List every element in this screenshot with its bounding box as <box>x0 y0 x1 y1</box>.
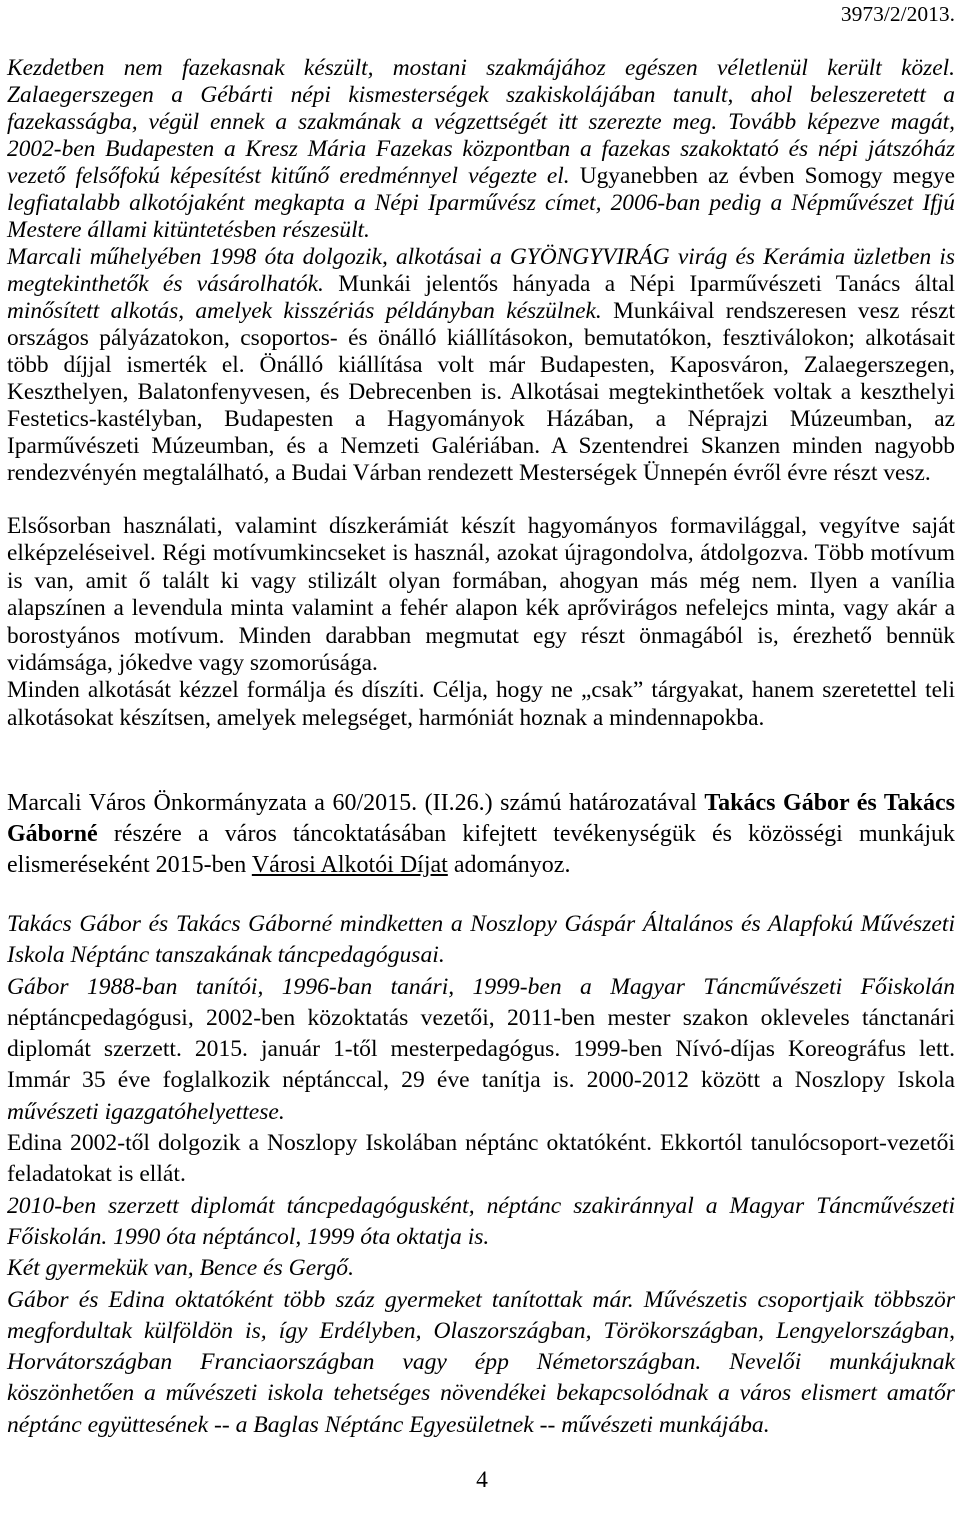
text-segment: Immár 35 éve foglalkozik néptánccal, 29 éve tanítja is. 2000-2012 között a Noszlopy Iskola <box>7 1067 955 1094</box>
text-line <box>7 909 955 940</box>
text-segment: Mestere állami kitüntetésben részesült. <box>7 217 370 243</box>
text-segment: több díjjal ismerték el. Önálló kiállítása volt már Budapesten, Kaposváron, Zalaegerszegen, <box>7 352 955 378</box>
text-segment: Gábor 1988-ban tanítói, 1996-ban tanári, 1999-ben a Magyar Táncművészeti Főiskolán <box>7 973 955 1000</box>
text-segment: Zalaegerszegen a Gébárti népi kismesterségek szakiskolájában tanult, ahol beleszeretett a <box>7 82 955 108</box>
award-decision <box>7 788 955 881</box>
text-segment: Gábor és Edina oktatóként több száz gyermeket tanítottak már. Művészetis csoportjaik többször <box>7 1286 955 1313</box>
page-number: 4 <box>476 1467 488 1493</box>
text-line <box>7 1222 955 1253</box>
text-line <box>7 406 955 433</box>
award-title: Városi Alkotói Díjat <box>251 852 448 878</box>
text-segment: Festetics-kastélyban, Budapesten a Hagyományok Házában, a Néprajzi Múzeumban, az <box>7 406 955 432</box>
text-line <box>7 568 955 595</box>
text-segment: 2010-ben szerzett diplomát táncpedagógusként, néptánc szakiránnyal a Magyar Táncművészeti <box>7 1192 955 1219</box>
text-segment: adományoz. <box>453 852 571 878</box>
text-segment: Takács Gábor és Takács Gáborné mindketten a Noszlopy Gáspár Általános és Alapfokú Művészeti <box>7 911 955 937</box>
text-segment: Keszthelyen, Balatonfenyvesen, és Debrecenben is. Alkotásai megtekinthetőek voltak a keszthelyi <box>7 379 955 405</box>
text-line <box>7 1003 955 1034</box>
text-line <box>7 136 955 163</box>
text-line <box>7 623 955 650</box>
text-line <box>7 1316 955 1347</box>
potter-biography <box>7 55 955 487</box>
text-line <box>7 298 955 325</box>
text-segment: Minden alkotását kézzel formálja és díszíti. Célja, hogy ne „csak” tárgyakat, hanem szeretettel teli <box>7 677 955 704</box>
text-segment: 2002-ben Budapesten a Kresz Mária Fazekas központban a fazekas szakoktató és népi játszóház <box>7 136 955 162</box>
text-segment: Marcali műhelyében 1998 óta dolgozik, alkotásai a GYÖNGYVIRÁG virág és Kerámia üzletben is <box>7 244 955 270</box>
text-line <box>7 1034 955 1065</box>
text-segment: Főiskolán. 1990 óta néptáncol, 1999 óta oktatja is. <box>7 1223 490 1250</box>
text-segment: Marcali Város Önkormányzata a 60/2015. (II.26.) számú határozatával <box>7 790 697 816</box>
text-line <box>7 82 955 109</box>
work-description <box>7 513 955 732</box>
text-segment: alkotásokat készítsen, amelyek melegséget, harmóniát hoznak a mindennapokba. <box>7 704 765 731</box>
text-line <box>7 163 955 190</box>
text-segment: megtekinthetők és vásárolhatók. <box>7 271 324 297</box>
text-segment: Két gyermekük van, Bence és Gergő. <box>7 1255 354 1282</box>
text-segment: országos pályázatokon, csoportos- és önálló kiállításokon, bemutatókon, fesztiválokon; alkotásait <box>7 325 955 351</box>
document-number: 3973/2/2013. <box>840 2 955 26</box>
text-segment: részére a város táncoktatásában kifejtett tevékenységük és közösségi munkájuk <box>113 821 956 847</box>
text-line <box>7 972 955 1003</box>
text-segment: Ugyanebben az évben Somogy megye <box>579 163 955 189</box>
text-line <box>7 1097 955 1128</box>
text-segment: legfiatalabb alkotójaként megkapta a Népi Iparművész címet, 2006-ban pedig a Népművészet Ifjú <box>7 190 955 216</box>
text-line <box>7 1159 955 1190</box>
text-line <box>7 850 955 881</box>
text-line <box>7 217 955 244</box>
text-line <box>7 1065 955 1096</box>
awardee-names: Takács Gábor és Takács <box>704 790 955 816</box>
text-segment: Munkáival rendszeresen vesz részt <box>613 298 955 324</box>
text-line <box>7 1285 955 1316</box>
text-segment: Horvátországban Franciaországban vagy épp Németországban. Nevelői munkájuknak <box>7 1349 955 1376</box>
text-line <box>7 513 955 540</box>
text-segment: vidámsága, jókedve vagy szomorúsága. <box>7 649 378 676</box>
text-segment: néptánc együttesének -- a Baglas Néptánc Egyesületnek -- művészeti munkájába. <box>7 1411 770 1438</box>
dancers-biography <box>7 909 955 1441</box>
text-line <box>7 244 955 271</box>
text-line <box>7 788 955 819</box>
text-line <box>7 1347 955 1378</box>
text-segment: rendezvényén megtalálható, a Budai Várban rendezett Mesterségek Ünnepén évről évre részt vesz. <box>7 460 931 486</box>
text-line <box>7 705 955 732</box>
text-line <box>7 325 955 352</box>
text-line <box>7 460 955 487</box>
text-line <box>7 109 955 136</box>
text-segment: borostyános motívum. Minden darabban megmutat egy részt önmagából is, érezhető bennük <box>7 622 955 649</box>
text-line <box>7 1378 955 1409</box>
text-line <box>7 55 955 82</box>
text-segment: néptáncpedagógusi, 2002-ben közoktatás vezetői, 2011-ben mester szakon okleveles tánctanári <box>7 1004 955 1031</box>
text-line <box>7 352 955 379</box>
text-segment: Iparművészeti Múzeumban, és a Nemzeti Galériában. A Szentendrei Skanzen minden nagyobb <box>7 433 955 459</box>
text-line <box>7 595 955 622</box>
text-line <box>7 940 955 971</box>
text-line <box>7 819 955 850</box>
text-line <box>7 379 955 406</box>
text-segment: megfordultak külföldön is, így Erdélyben, Olaszországban, Törökországban, Lengyelországban, <box>7 1317 955 1344</box>
text-segment: is van, amit ő talált ki vagy stilizált olyan formában, ahogyan más még nem. Ilyen a vanília <box>7 567 955 594</box>
text-line <box>7 677 955 704</box>
text-segment: elismeréseként 2015-ben <box>7 852 247 878</box>
awardee-names: Gáborné <box>7 821 98 847</box>
text-line <box>7 1410 955 1441</box>
text-segment: Elsősorban használati, valamint díszkerámiát készít hagyományos formavilággal, vegyítve saját <box>7 513 955 539</box>
text-line <box>7 433 955 460</box>
text-line <box>7 650 955 677</box>
text-segment: alapszínen a levendula minta valamint a fehér alapon kék aprővirágos nefelejcs minta, vagy akár a <box>7 595 955 622</box>
text-segment: elképzeléseivel. Régi motívumkincseket is használ, azokat újragondolva, átdolgozva. Több motívum <box>7 540 955 567</box>
text-segment: művészeti igazgatóhelyettese. <box>7 1098 285 1125</box>
text-segment: fazekasságba, végül ennek a szakmának a végzettségét itt szerezte meg. Tovább képezve magát, <box>7 109 955 135</box>
text-segment: Kezdetben nem fazekasnak készült, mostani szakmájához egészen véletlenül került közel. <box>7 55 955 81</box>
text-line <box>7 1191 955 1222</box>
text-segment: vezető felsőfokú képesítést kitűnő eredménnyel végezte el. <box>7 163 570 189</box>
text-segment: minősített alkotás, amelyek kisszériás példányban készülnek. <box>7 298 602 324</box>
text-line <box>7 540 955 567</box>
text-segment: köszönhetően a művészeti iskola tehetséges növendékei bekapcsolódnak a város elismert amatőr <box>7 1380 955 1407</box>
text-segment: Munkái jelentős hányada a Népi Iparművészeti Tanács által <box>338 271 955 297</box>
text-segment: Iskola Néptánc tanszakának táncpedagógusai. <box>7 942 445 969</box>
text-line <box>7 190 955 217</box>
text-segment: diplomát szerzett. 2015. január 1-től mesterpedagógus. 1999-ben Nívó-díjas Koreográfus lett. <box>7 1036 955 1063</box>
text-line <box>7 1128 955 1159</box>
text-segment: Edina 2002-től dolgozik a Noszlopy Iskolában néptánc oktatóként. Ekkortól tanulócsoport-vezetői <box>7 1130 955 1157</box>
text-line <box>7 271 955 298</box>
text-segment: feladatokat is ellát. <box>7 1161 186 1188</box>
text-line <box>7 1253 955 1284</box>
